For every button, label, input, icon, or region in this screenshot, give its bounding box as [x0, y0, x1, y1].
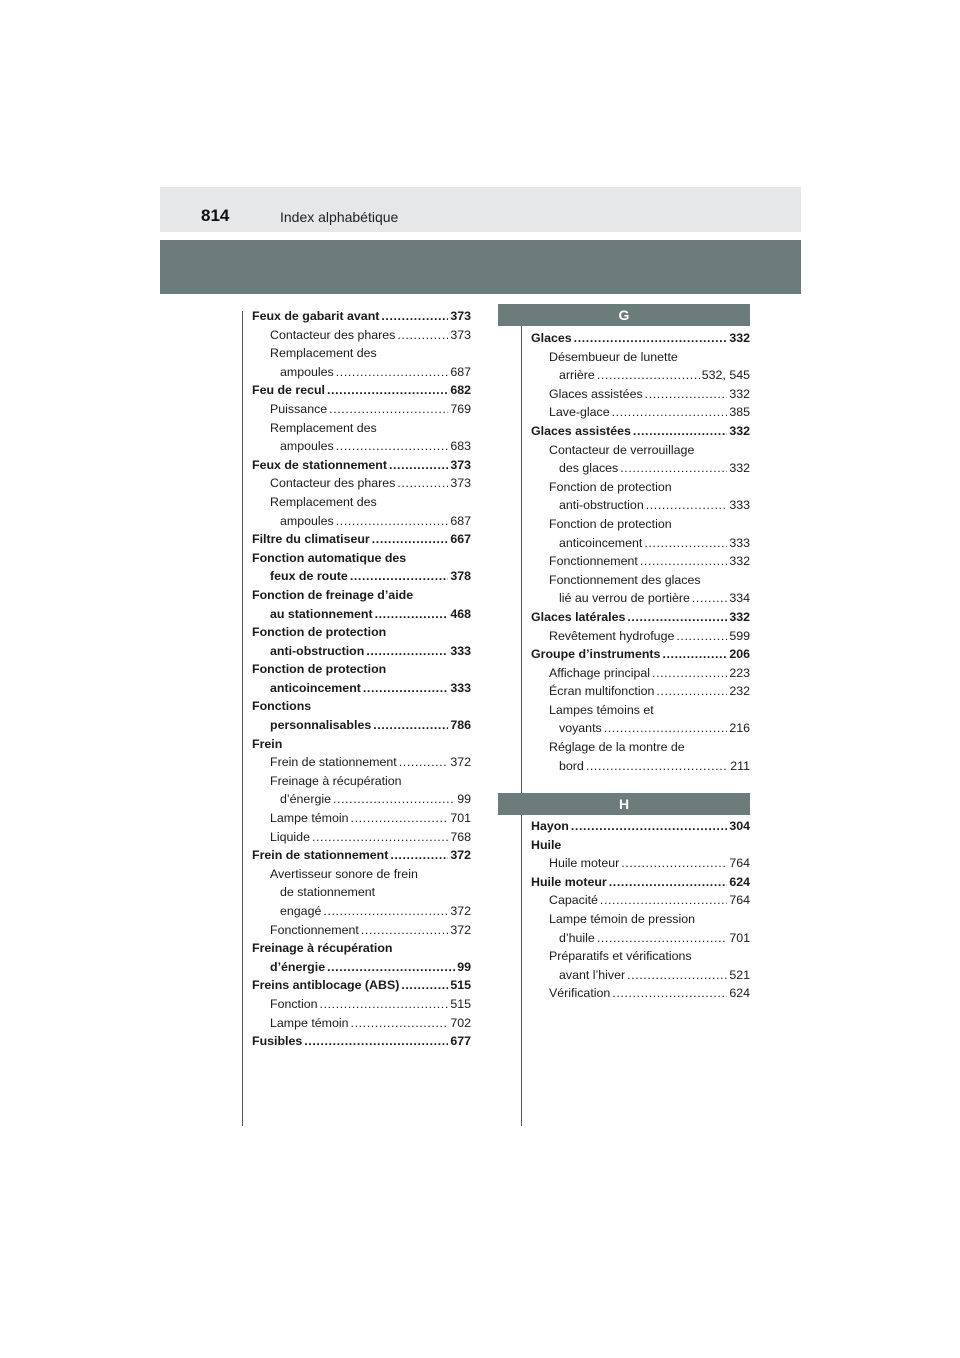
dot-leader [363, 679, 448, 698]
entry-term: Fonctionnement des glaces [549, 572, 701, 587]
index-entry [252, 1014, 471, 1033]
entry-term: Vérification [549, 986, 611, 1001]
index-entry [252, 753, 471, 772]
page-reference: 468 [450, 606, 471, 621]
page-reference: 373 [450, 327, 471, 342]
entry-term: feux de route [270, 569, 348, 584]
entry-term: Contacteur de verrouillage [549, 442, 695, 457]
index-entry [531, 329, 750, 348]
page-reference: 667 [450, 532, 471, 547]
entry-term: Fonction de protection [252, 662, 387, 677]
dot-leader [390, 846, 448, 865]
dot-leader [351, 809, 449, 828]
entry-term: Remplacement des [270, 494, 377, 509]
page-reference: 332 [729, 554, 750, 569]
index-entry [252, 958, 471, 977]
entry-term: Feu de recul [252, 383, 325, 398]
entry-term: Fonction de protection [549, 479, 672, 494]
entry-term: Lave-glace [549, 405, 610, 420]
dot-leader [676, 627, 727, 646]
index-entry [252, 660, 471, 679]
page-reference: 532, 545 [701, 368, 750, 383]
index-entry [252, 790, 471, 809]
page-reference: 385 [729, 405, 750, 420]
page-reference: 515 [450, 996, 471, 1011]
entry-term: Huile moteur [549, 856, 620, 871]
index-entry [531, 496, 750, 515]
index-entry [252, 307, 471, 326]
entry-term: Désembueur de lunette [549, 349, 678, 364]
header-bar [160, 187, 801, 232]
dot-leader [397, 474, 448, 493]
entry-term: Filtre du climatiseur [252, 532, 370, 547]
entry-term: bord [559, 758, 584, 773]
page-reference: 99 [457, 792, 471, 807]
index-entry [252, 586, 471, 605]
entry-term: Avertisseur sonore de frein [270, 866, 418, 881]
index-entry [252, 697, 471, 716]
index-entry [531, 873, 750, 892]
page-reference: 332 [729, 331, 750, 345]
entry-term: Réglage de la montre de [549, 740, 685, 755]
page-reference: 372 [450, 904, 471, 918]
page-reference: 372 [450, 922, 471, 937]
index-entry [252, 549, 471, 568]
page-number: 814 [201, 206, 230, 225]
entry-term: personnalisables [270, 718, 372, 733]
page-reference: 378 [450, 569, 471, 584]
index-entry [252, 381, 471, 400]
index-entry [531, 441, 750, 460]
dot-leader [399, 753, 449, 772]
dot-leader [656, 682, 727, 701]
index-entry [531, 552, 750, 571]
index-entry [531, 984, 750, 1003]
index-entry [252, 995, 471, 1014]
dot-leader [320, 995, 449, 1014]
dot-leader [366, 642, 448, 661]
index-entry [252, 679, 471, 698]
dot-leader [627, 608, 727, 627]
entry-term: lié au verrou de portière [559, 591, 690, 606]
dot-leader [640, 552, 727, 571]
entry-term: Frein de stationnement [252, 848, 389, 863]
entry-term: Fonctions [252, 699, 312, 714]
index-entry [531, 664, 750, 683]
index-entry [252, 512, 471, 531]
dot-leader [646, 496, 728, 515]
page-reference: 216 [729, 721, 750, 736]
index-entry [252, 567, 471, 586]
entry-term: ampoules [280, 439, 334, 454]
dot-leader [375, 605, 449, 624]
page-reference: 333 [450, 643, 471, 658]
entry-term: d’huile [559, 930, 595, 945]
index-entry [531, 571, 750, 590]
entry-term: des glaces [559, 461, 619, 476]
dot-leader [633, 422, 727, 441]
dot-leader [333, 790, 455, 809]
index-entry [252, 828, 471, 847]
index-column-h [531, 817, 750, 1003]
dot-leader [644, 534, 727, 553]
index-entry [252, 400, 471, 419]
index-entry [531, 385, 750, 404]
dot-leader [597, 366, 700, 385]
index-entry [252, 530, 471, 549]
entry-term: ampoules [280, 364, 334, 379]
index-entry [531, 422, 750, 441]
dot-leader [397, 326, 448, 345]
page-reference: 373 [450, 309, 471, 323]
page-reference: 206 [729, 647, 750, 662]
index-entry [531, 757, 750, 776]
index-entry [531, 719, 750, 738]
index-entry [252, 419, 471, 438]
page-reference: 304 [729, 819, 750, 833]
entry-term: Glaces [531, 331, 572, 345]
index-entry [531, 738, 750, 757]
page-title: Index alphabétique [280, 209, 399, 225]
page-reference: 682 [450, 383, 471, 398]
index-entry [252, 474, 471, 493]
page-reference: 624 [729, 986, 750, 1001]
page-reference: 373 [450, 457, 471, 472]
dot-leader [612, 984, 727, 1003]
entry-term: Frein [252, 736, 283, 751]
dot-leader [372, 530, 449, 549]
entry-term: Lampe témoin de pression [549, 911, 696, 926]
entry-term: Contacteur des phares [270, 327, 396, 342]
index-entry [531, 534, 750, 553]
index-entry [252, 846, 471, 865]
entry-term: anticoincement [559, 535, 643, 550]
entry-term: Fonction automatique des [252, 550, 407, 565]
index-entry [531, 701, 750, 720]
entry-term: Fonction de protection [549, 516, 672, 531]
dot-leader [336, 437, 449, 456]
index-entry [252, 809, 471, 828]
page-reference: 599 [729, 628, 750, 643]
index-entry [531, 891, 750, 910]
page-reference: 764 [729, 893, 750, 908]
dot-leader [336, 363, 449, 382]
page-reference: 521 [729, 967, 750, 982]
entry-term: Remplacement des [270, 346, 377, 361]
entry-term: arrière [559, 368, 595, 383]
entry-term: au stationnement [270, 606, 373, 621]
dot-leader [604, 719, 728, 738]
dot-leader [389, 456, 448, 475]
index-entry [252, 1032, 471, 1051]
dot-leader [609, 873, 728, 892]
page-reference: 332 [729, 386, 750, 401]
entry-term: anticoincement [270, 680, 361, 695]
entry-term: engagé [280, 904, 322, 918]
index-entry [531, 589, 750, 608]
entry-term: Freinage à récupération [270, 773, 402, 788]
page-reference: 373 [450, 476, 471, 491]
dot-leader [600, 891, 727, 910]
dot-leader [327, 381, 448, 400]
page-reference: 786 [450, 718, 471, 733]
index-entry [252, 865, 471, 884]
entry-term: Fusibles [252, 1034, 303, 1049]
entry-term: Remplacement des [270, 420, 377, 435]
index-entry [252, 772, 471, 791]
index-entry [531, 854, 750, 873]
index-entry [531, 348, 750, 367]
entry-term: Lampe témoin [270, 811, 349, 826]
entry-term: Glaces latérales [531, 609, 626, 624]
page-reference: 332 [729, 609, 750, 624]
index-entry [531, 966, 750, 985]
entry-term: Fonction [270, 996, 318, 1011]
page-reference: 232 [729, 684, 750, 699]
entry-term: Écran multifonction [549, 684, 655, 699]
dot-leader [597, 929, 727, 948]
dot-leader [627, 966, 727, 985]
dot-leader [620, 459, 727, 478]
header-band [160, 240, 801, 294]
dot-leader [329, 400, 448, 419]
page-reference: 702 [450, 1015, 471, 1030]
page-reference: 764 [729, 856, 750, 871]
entry-term: Affichage principal [549, 665, 651, 680]
entry-term: Lampe témoin [270, 1015, 349, 1030]
index-entry [531, 947, 750, 966]
index-entry [252, 642, 471, 661]
index-entry [531, 836, 750, 855]
page-reference: 515 [450, 978, 471, 993]
page-reference: 333 [729, 498, 750, 513]
entry-term: Puissance [270, 401, 328, 416]
entry-term: Huile [531, 837, 562, 852]
dot-leader [652, 664, 727, 683]
entry-term: Feux de stationnement [252, 457, 387, 472]
page-reference: 332 [729, 461, 750, 476]
index-entry [252, 456, 471, 475]
page-reference: 223 [729, 665, 750, 680]
dot-leader [692, 589, 727, 608]
page-reference: 334 [729, 591, 750, 606]
entry-term: Fonction de freinage d’aide [252, 587, 414, 602]
entry-term: Huile moteur [531, 874, 607, 889]
entry-term: Feux de gabarit avant [252, 309, 380, 323]
index-entry [252, 976, 471, 995]
page-reference: 768 [450, 829, 471, 844]
index-entry [252, 493, 471, 512]
entry-term: Glaces assistées [549, 386, 643, 401]
entry-term: Revêtement hydrofuge [549, 628, 675, 643]
entry-term: anti-obstruction [559, 498, 644, 513]
index-entry [252, 883, 471, 902]
entry-term: avant l’hiver [559, 967, 626, 982]
entry-term: ampoules [280, 513, 334, 528]
entry-term: Freinage à récupération [252, 941, 393, 956]
page-reference: 332 [729, 423, 750, 438]
index-entry [252, 344, 471, 363]
dot-leader [574, 329, 728, 348]
page-reference: 624 [729, 874, 750, 889]
index-entry [531, 682, 750, 701]
index-entry [531, 627, 750, 646]
entry-term: Fonctionnement [549, 554, 638, 569]
dot-leader [304, 1032, 448, 1051]
page-reference: 211 [730, 758, 750, 773]
dot-leader [351, 1014, 449, 1033]
index-entry [252, 902, 471, 921]
index-entry [252, 716, 471, 735]
index-entry [531, 608, 750, 627]
dot-leader [381, 307, 448, 326]
index-entry [531, 910, 750, 929]
index-column-g [531, 329, 750, 775]
page-reference: 701 [729, 930, 750, 945]
index-entry [252, 735, 471, 754]
index-entry [531, 478, 750, 497]
index-entry [531, 817, 750, 836]
entry-term: Fonctionnement [270, 922, 359, 937]
page-reference: 372 [450, 755, 471, 770]
index-entry [531, 366, 750, 385]
section-header-g: G [498, 304, 750, 326]
section-header-h: H [498, 793, 750, 815]
column-divider-left [242, 311, 243, 1126]
dot-leader [361, 921, 448, 940]
dot-leader [662, 645, 727, 664]
page-reference: 701 [450, 811, 471, 826]
page-reference: 769 [450, 401, 471, 416]
index-entry [252, 939, 471, 958]
dot-leader [323, 902, 448, 921]
page-reference: 372 [450, 848, 471, 863]
entry-term: de stationnement [280, 885, 376, 900]
index-entry [531, 929, 750, 948]
index-entry [252, 921, 471, 940]
index-entry [252, 623, 471, 642]
dot-leader [327, 958, 455, 977]
dot-leader [401, 976, 448, 995]
index-entry [531, 459, 750, 478]
index-column-f [252, 307, 471, 1051]
page-reference: 99 [457, 959, 471, 974]
entry-term: Glaces assistées [531, 423, 631, 438]
dot-leader [571, 817, 727, 836]
entry-term: Capacité [549, 893, 598, 908]
index-entry [252, 363, 471, 382]
dot-leader [586, 757, 728, 776]
page-reference: 333 [729, 535, 750, 550]
entry-term: anti-obstruction [270, 643, 365, 658]
entry-term: Contacteur des phares [270, 476, 396, 491]
entry-term: Lampes témoins et [549, 702, 654, 717]
page-reference: 683 [450, 439, 471, 454]
dot-leader [312, 828, 448, 847]
entry-term: Freins antiblocage (ABS) [252, 978, 400, 993]
index-entry [252, 437, 471, 456]
index-entry [252, 326, 471, 345]
page-reference: 677 [450, 1034, 471, 1049]
dot-leader [336, 512, 449, 531]
index-entry [531, 403, 750, 422]
entry-term: d’énergie [280, 792, 331, 807]
entry-term: Frein de stationnement [270, 755, 397, 770]
dot-leader [612, 403, 728, 422]
entry-term: Fonction de protection [252, 625, 387, 640]
entry-term: Hayon [531, 819, 569, 833]
dot-leader [645, 385, 728, 404]
entry-term: Liquide [270, 829, 310, 844]
page-reference: 687 [450, 364, 471, 379]
page-reference: 333 [450, 680, 471, 695]
entry-term: Préparatifs et vérifications [549, 949, 692, 964]
dot-leader [350, 567, 449, 586]
page-reference: 687 [450, 513, 471, 528]
dot-leader [621, 854, 727, 873]
entry-term: voyants [559, 721, 602, 736]
entry-term: d’énergie [270, 959, 326, 974]
index-entry [531, 645, 750, 664]
index-entry [531, 515, 750, 534]
entry-term: Groupe d’instruments [531, 647, 661, 662]
column-divider-middle [521, 311, 522, 1126]
index-entry [252, 605, 471, 624]
dot-leader [373, 716, 448, 735]
